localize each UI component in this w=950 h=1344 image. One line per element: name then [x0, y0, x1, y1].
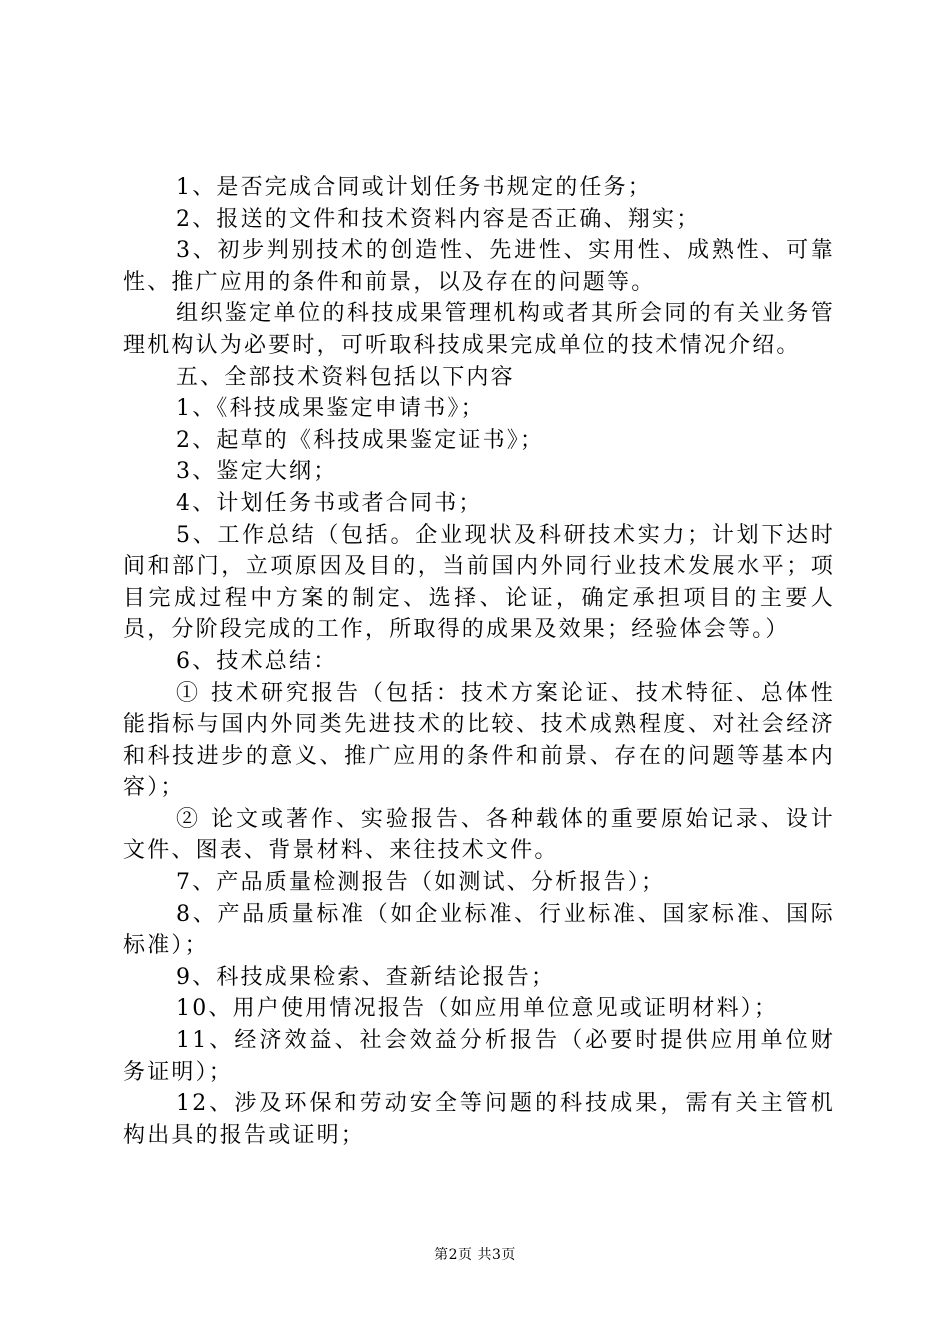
- list-item: 7、产品质量检测报告（如测试、分析报告）；: [176, 870, 666, 896]
- sub-list-item: ① 技术研究报告（包括：技术方案论证、技术特征、总体性能指标与国内外同类先进技术的比较、技术成熟程度、对社会经济和科技进步的意义、推广应用的条件和前景、存在的问题等基本内容）；: [123, 680, 835, 801]
- list-item: 5、工作总结（包括。企业现状及科研技术实力；计划下达时间和部门，立项原因及目的，当前国内外同行业技术发展水平；项目完成过程中方案的制定、选择、论证，确定承担项目的主要人员，分阶段完成的工作，所取得的成果及效果；经验体会等。）: [123, 522, 835, 643]
- list-item: 6、技术总结：: [176, 648, 338, 674]
- list-item: 2、起草的《科技成果鉴定证书》；: [176, 427, 545, 453]
- list-item: 10、用户使用情况报告（如应用单位意见或证明材料）；: [176, 996, 779, 1022]
- list-item: 12、涉及环保和劳动安全等问题的科技成果，需有关主管机构出具的报告或证明；: [123, 1091, 835, 1148]
- sub-list-item: ② 论文或著作、实验报告、各种载体的重要原始记录、设计文件、图表、背景材料、来往技术文件。: [123, 806, 835, 864]
- list-item: 9、科技成果检索、查新结论报告；: [176, 964, 556, 990]
- paragraph: 1、是否完成合同或计划任务书规定的任务；: [176, 175, 652, 200]
- paragraph: 组织鉴定单位的科技成果管理机构或者其所会同的有关业务管理机构认为必要时，可听取科技成果完成单位的技术情况介绍。: [123, 301, 835, 358]
- document-body: [123, 172, 835, 1151]
- list-item: 1、《科技成果鉴定申请书》；: [176, 396, 485, 422]
- list-item: 4、计划任务书或者合同书；: [176, 490, 483, 516]
- list-item: 3、鉴定大纲；: [176, 459, 338, 485]
- section-heading: 五、全部技术资料包括以下内容: [176, 364, 515, 390]
- list-item: 8、产品质量标准（如企业标准、行业标准、国家标准、国际标准）；: [123, 901, 835, 959]
- paragraph: 3、初步判别技术的创造性、先进性、实用性、成熟性、可靠性、推广应用的条件和前景，以及存在的问题等。: [123, 238, 835, 295]
- paragraph: 2、报送的文件和技术资料内容是否正确、翔实；: [176, 206, 701, 232]
- list-item: 11、经济效益、社会效益分析报告（必要时提供应用单位财务证明）；: [123, 1028, 835, 1085]
- page-number-footer: 第2页 共3页: [434, 1247, 516, 1263]
